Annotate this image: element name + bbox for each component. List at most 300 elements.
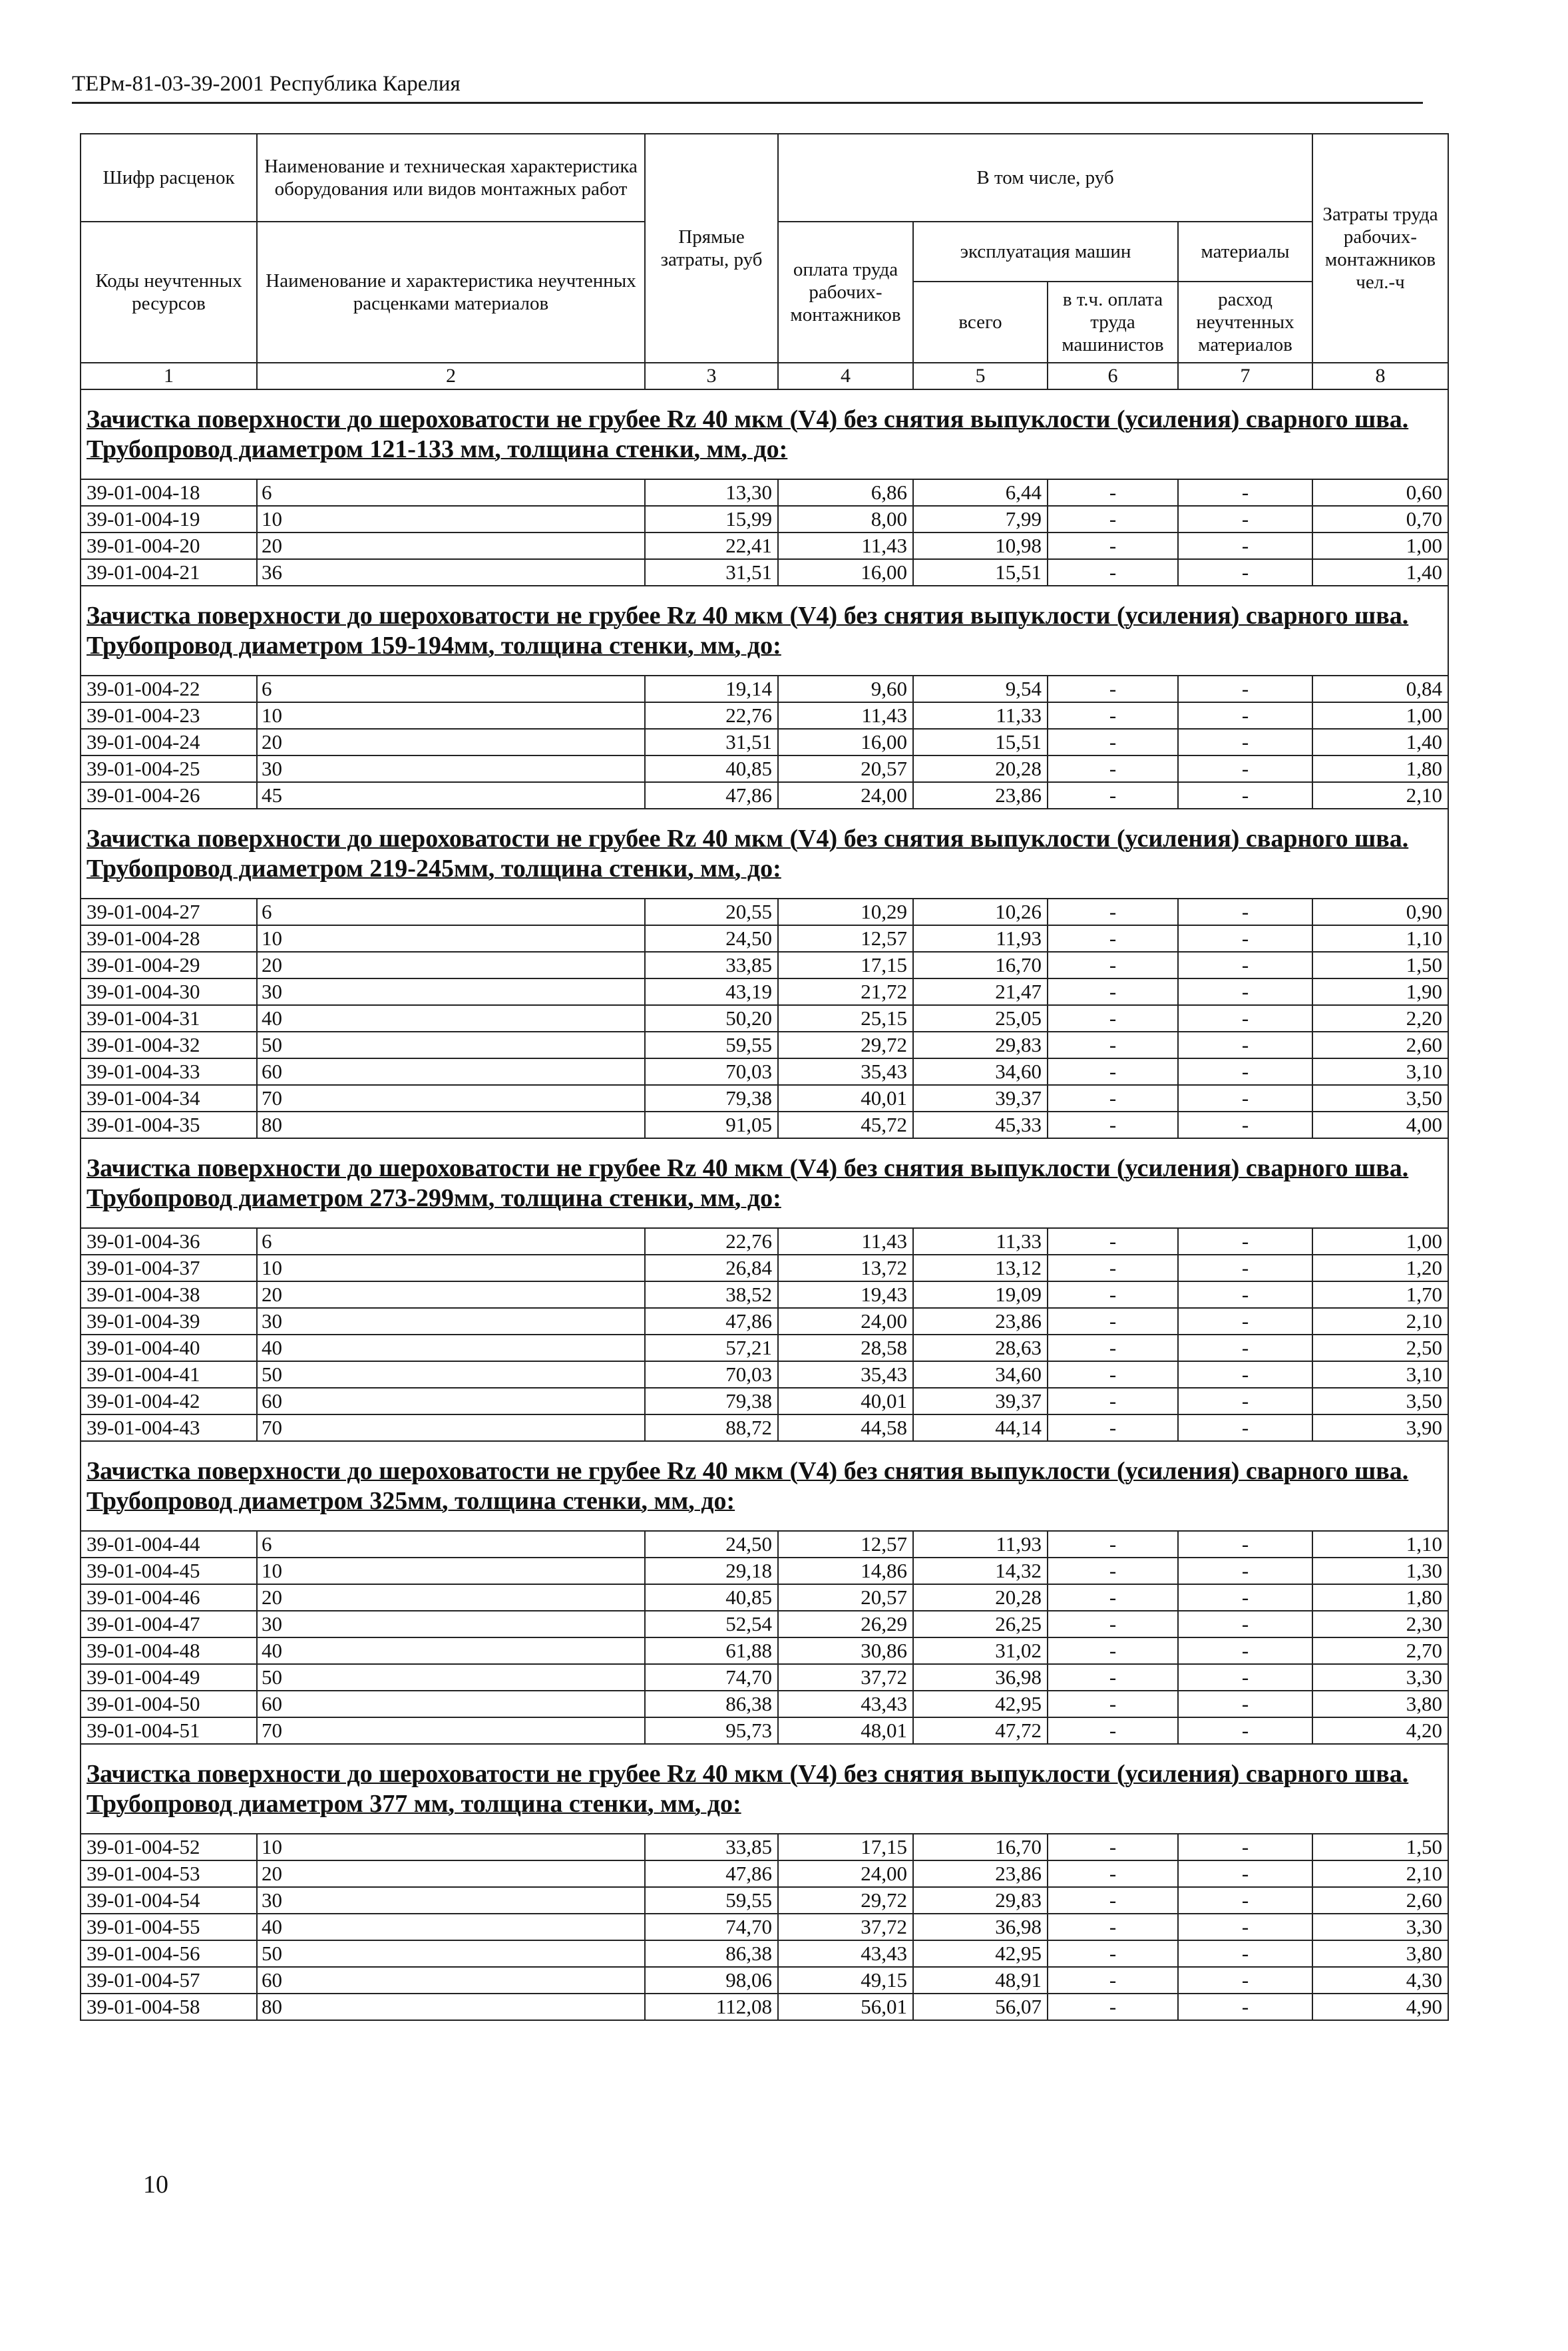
- labor-hours-cell: 2,20: [1312, 1005, 1448, 1032]
- table-row: [81, 479, 1448, 506]
- wall-thickness-cell: 50: [257, 1664, 645, 1691]
- labor-hours-cell: 3,80: [1312, 1691, 1448, 1717]
- machine-total-cell: 9,54: [913, 676, 1048, 702]
- machinist-pay-cell: -: [1048, 1361, 1178, 1388]
- labor-pay-cell: 14,86: [778, 1558, 913, 1584]
- labor-hours-cell: 1,00: [1312, 1228, 1448, 1255]
- rate-code-cell: 39-01-004-38: [81, 1281, 257, 1308]
- machine-total-cell: 39,37: [913, 1085, 1048, 1112]
- direct-costs-cell: 57,21: [645, 1335, 778, 1361]
- wall-thickness-cell: 36: [257, 559, 645, 586]
- machine-total-cell: 11,93: [913, 925, 1048, 952]
- table-row: [81, 1691, 1448, 1717]
- table-row: [81, 755, 1448, 782]
- col-naim: Наименование и техническая характеристика оборудования или видов монтажных работ: [257, 134, 645, 222]
- rate-code-cell: 39-01-004-36: [81, 1228, 257, 1255]
- col-zatraty: Затраты труда рабочих-монтажников чел.-ч: [1312, 134, 1448, 363]
- machinist-pay-cell: -: [1048, 1887, 1178, 1914]
- machine-total-cell: 15,51: [913, 729, 1048, 755]
- machinist-pay-cell: -: [1048, 925, 1178, 952]
- rate-code-cell: 39-01-004-28: [81, 925, 257, 952]
- materials-use-cell: -: [1178, 1611, 1312, 1637]
- direct-costs-cell: 95,73: [645, 1717, 778, 1744]
- section-heading-row: [81, 1441, 1448, 1531]
- table-row: [81, 533, 1448, 559]
- labor-pay-cell: 13,72: [778, 1255, 913, 1281]
- machinist-pay-cell: -: [1048, 1414, 1178, 1441]
- wall-thickness-cell: 20: [257, 952, 645, 978]
- labor-hours-cell: 4,20: [1312, 1717, 1448, 1744]
- machine-total-cell: 21,47: [913, 978, 1048, 1005]
- machinist-pay-cell: -: [1048, 755, 1178, 782]
- labor-pay-cell: 21,72: [778, 978, 913, 1005]
- labor-pay-cell: 35,43: [778, 1361, 913, 1388]
- machinist-pay-cell: -: [1048, 1228, 1178, 1255]
- labor-hours-cell: 3,90: [1312, 1414, 1448, 1441]
- materials-use-cell: -: [1178, 1914, 1312, 1940]
- labor-pay-cell: 25,15: [778, 1005, 913, 1032]
- labor-pay-cell: 16,00: [778, 559, 913, 586]
- column-number: 4: [778, 363, 913, 389]
- rate-code-cell: 39-01-004-34: [81, 1085, 257, 1112]
- wall-thickness-cell: 30: [257, 1611, 645, 1637]
- machinist-pay-cell: -: [1048, 1860, 1178, 1887]
- wall-thickness-cell: 60: [257, 1967, 645, 1994]
- rate-code-cell: 39-01-004-37: [81, 1255, 257, 1281]
- machine-total-cell: 23,86: [913, 1308, 1048, 1335]
- materials-use-cell: -: [1178, 1887, 1312, 1914]
- machine-total-cell: 31,02: [913, 1637, 1048, 1664]
- direct-costs-cell: 43,19: [645, 978, 778, 1005]
- labor-pay-cell: 37,72: [778, 1664, 913, 1691]
- rate-code-cell: 39-01-004-19: [81, 506, 257, 533]
- table-row: [81, 729, 1448, 755]
- labor-pay-cell: 17,15: [778, 1834, 913, 1860]
- rate-code-cell: 39-01-004-21: [81, 559, 257, 586]
- table-row: [81, 1860, 1448, 1887]
- machinist-pay-cell: -: [1048, 1584, 1178, 1611]
- direct-costs-cell: 24,50: [645, 925, 778, 952]
- rate-code-cell: 39-01-004-52: [81, 1834, 257, 1860]
- machinist-pay-cell: -: [1048, 978, 1178, 1005]
- machinist-pay-cell: -: [1048, 559, 1178, 586]
- labor-hours-cell: 4,90: [1312, 1994, 1448, 2020]
- direct-costs-cell: 13,30: [645, 479, 778, 506]
- machine-total-cell: 19,09: [913, 1281, 1048, 1308]
- table-body: [81, 389, 1448, 2020]
- materials-use-cell: -: [1178, 1005, 1312, 1032]
- direct-costs-cell: 22,76: [645, 702, 778, 729]
- column-numbers-row: [81, 363, 1448, 389]
- rate-code-cell: 39-01-004-57: [81, 1967, 257, 1994]
- wall-thickness-cell: 10: [257, 702, 645, 729]
- table-row: [81, 1584, 1448, 1611]
- materials-use-cell: -: [1178, 1388, 1312, 1414]
- machinist-pay-cell: -: [1048, 676, 1178, 702]
- labor-pay-cell: 24,00: [778, 1308, 913, 1335]
- labor-pay-cell: 37,72: [778, 1914, 913, 1940]
- direct-costs-cell: 61,88: [645, 1637, 778, 1664]
- machine-total-cell: 29,83: [913, 1032, 1048, 1058]
- machinist-pay-cell: -: [1048, 782, 1178, 809]
- col-materialy: материалы: [1178, 222, 1312, 282]
- rate-code-cell: 39-01-004-53: [81, 1860, 257, 1887]
- machinist-pay-cell: -: [1048, 899, 1178, 925]
- table-row: [81, 1940, 1448, 1967]
- wall-thickness-cell: 70: [257, 1717, 645, 1744]
- machine-total-cell: 45,33: [913, 1112, 1048, 1138]
- direct-costs-cell: 31,51: [645, 729, 778, 755]
- wall-thickness-cell: 50: [257, 1032, 645, 1058]
- machinist-pay-cell: -: [1048, 1940, 1178, 1967]
- direct-costs-cell: 88,72: [645, 1414, 778, 1441]
- rate-code-cell: 39-01-004-27: [81, 899, 257, 925]
- direct-costs-cell: 86,38: [645, 1940, 778, 1967]
- labor-pay-cell: 11,43: [778, 533, 913, 559]
- machine-total-cell: 47,72: [913, 1717, 1048, 1744]
- materials-use-cell: -: [1178, 1717, 1312, 1744]
- labor-pay-cell: 26,29: [778, 1611, 913, 1637]
- column-number: 2: [257, 363, 645, 389]
- labor-pay-cell: 29,72: [778, 1887, 913, 1914]
- wall-thickness-cell: 6: [257, 479, 645, 506]
- col-naim2: Наименование и характеристика неучтенных расценками материалов: [257, 222, 645, 363]
- machine-total-cell: 20,28: [913, 1584, 1048, 1611]
- table-row: [81, 1388, 1448, 1414]
- rates-table: [80, 133, 1449, 2021]
- direct-costs-cell: 33,85: [645, 952, 778, 978]
- table-row: [81, 899, 1448, 925]
- section-heading-row: [81, 586, 1448, 676]
- rate-code-cell: 39-01-004-48: [81, 1637, 257, 1664]
- labor-hours-cell: 3,10: [1312, 1058, 1448, 1085]
- machine-total-cell: 36,98: [913, 1664, 1048, 1691]
- wall-thickness-cell: 40: [257, 1914, 645, 1940]
- direct-costs-cell: 26,84: [645, 1255, 778, 1281]
- col-kody: Коды неучтенных ресурсов: [81, 222, 257, 363]
- table-row: [81, 1085, 1448, 1112]
- rate-code-cell: 39-01-004-51: [81, 1717, 257, 1744]
- materials-use-cell: -: [1178, 925, 1312, 952]
- rate-code-cell: 39-01-004-46: [81, 1584, 257, 1611]
- machinist-pay-cell: -: [1048, 1085, 1178, 1112]
- rate-code-cell: 39-01-004-31: [81, 1005, 257, 1032]
- wall-thickness-cell: 60: [257, 1058, 645, 1085]
- machinist-pay-cell: -: [1048, 729, 1178, 755]
- labor-hours-cell: 3,80: [1312, 1940, 1448, 1967]
- table-row: [81, 978, 1448, 1005]
- labor-hours-cell: 2,60: [1312, 1032, 1448, 1058]
- rate-code-cell: 39-01-004-55: [81, 1914, 257, 1940]
- machinist-pay-cell: -: [1048, 1967, 1178, 1994]
- machinist-pay-cell: -: [1048, 1335, 1178, 1361]
- section-title: Зачистка поверхности до шероховатости не грубее Rz 40 мкм (V4) без снятия выпуклости (усиления) сварного шва. Трубопровод диаметром 159-194мм, толщина стенки, мм, до:: [81, 586, 1448, 676]
- labor-hours-cell: 2,10: [1312, 1860, 1448, 1887]
- col-rashod: расход неучтенных материалов: [1178, 282, 1312, 363]
- direct-costs-cell: 59,55: [645, 1032, 778, 1058]
- table-row: [81, 1558, 1448, 1584]
- labor-hours-cell: 0,60: [1312, 479, 1448, 506]
- labor-hours-cell: 1,00: [1312, 702, 1448, 729]
- materials-use-cell: -: [1178, 978, 1312, 1005]
- materials-use-cell: -: [1178, 1308, 1312, 1335]
- table-row: [81, 1335, 1448, 1361]
- wall-thickness-cell: 50: [257, 1361, 645, 1388]
- rate-code-cell: 39-01-004-18: [81, 479, 257, 506]
- materials-use-cell: -: [1178, 559, 1312, 586]
- materials-use-cell: -: [1178, 1335, 1312, 1361]
- labor-hours-cell: 2,30: [1312, 1611, 1448, 1637]
- materials-use-cell: -: [1178, 1228, 1312, 1255]
- materials-use-cell: -: [1178, 479, 1312, 506]
- machine-total-cell: 14,32: [913, 1558, 1048, 1584]
- machinist-pay-cell: -: [1048, 1058, 1178, 1085]
- machine-total-cell: 42,95: [913, 1940, 1048, 1967]
- materials-use-cell: -: [1178, 729, 1312, 755]
- materials-use-cell: -: [1178, 1281, 1312, 1308]
- table-row: [81, 1637, 1448, 1664]
- labor-pay-cell: 11,43: [778, 1228, 913, 1255]
- wall-thickness-cell: 10: [257, 1834, 645, 1860]
- machine-total-cell: 26,25: [913, 1611, 1048, 1637]
- materials-use-cell: -: [1178, 1032, 1312, 1058]
- machine-total-cell: 16,70: [913, 952, 1048, 978]
- table-row: [81, 702, 1448, 729]
- wall-thickness-cell: 60: [257, 1388, 645, 1414]
- materials-use-cell: -: [1178, 1834, 1312, 1860]
- labor-hours-cell: 1,90: [1312, 978, 1448, 1005]
- machine-total-cell: 6,44: [913, 479, 1048, 506]
- machinist-pay-cell: -: [1048, 1281, 1178, 1308]
- materials-use-cell: -: [1178, 1940, 1312, 1967]
- machine-total-cell: 36,98: [913, 1914, 1048, 1940]
- wall-thickness-cell: 40: [257, 1335, 645, 1361]
- wall-thickness-cell: 6: [257, 1228, 645, 1255]
- direct-costs-cell: 47,86: [645, 782, 778, 809]
- rate-code-cell: 39-01-004-22: [81, 676, 257, 702]
- labor-pay-cell: 6,86: [778, 479, 913, 506]
- direct-costs-cell: 29,18: [645, 1558, 778, 1584]
- materials-use-cell: -: [1178, 1531, 1312, 1558]
- labor-pay-cell: 43,43: [778, 1940, 913, 1967]
- machine-total-cell: 20,28: [913, 755, 1048, 782]
- labor-pay-cell: 20,57: [778, 755, 913, 782]
- table-row: [81, 1308, 1448, 1335]
- rate-code-cell: 39-01-004-29: [81, 952, 257, 978]
- table-row: [81, 1058, 1448, 1085]
- table-row: [81, 1414, 1448, 1441]
- table-row: [81, 1281, 1448, 1308]
- direct-costs-cell: 31,51: [645, 559, 778, 586]
- labor-hours-cell: 0,84: [1312, 676, 1448, 702]
- col-oplata: оплата труда рабочих-монтажников: [778, 222, 913, 363]
- labor-hours-cell: 1,80: [1312, 755, 1448, 782]
- wall-thickness-cell: 20: [257, 533, 645, 559]
- table-row: [81, 1717, 1448, 1744]
- direct-costs-cell: 20,55: [645, 899, 778, 925]
- machinist-pay-cell: -: [1048, 1032, 1178, 1058]
- direct-costs-cell: 22,76: [645, 1228, 778, 1255]
- direct-costs-cell: 22,41: [645, 533, 778, 559]
- materials-use-cell: -: [1178, 506, 1312, 533]
- table-row: [81, 559, 1448, 586]
- section-heading-row: [81, 1744, 1448, 1834]
- machine-total-cell: 34,60: [913, 1361, 1048, 1388]
- machinist-pay-cell: -: [1048, 506, 1178, 533]
- wall-thickness-cell: 10: [257, 506, 645, 533]
- wall-thickness-cell: 30: [257, 755, 645, 782]
- materials-use-cell: -: [1178, 1058, 1312, 1085]
- labor-pay-cell: 40,01: [778, 1388, 913, 1414]
- materials-use-cell: -: [1178, 1994, 1312, 2020]
- labor-pay-cell: 9,60: [778, 676, 913, 702]
- direct-costs-cell: 33,85: [645, 1834, 778, 1860]
- wall-thickness-cell: 20: [257, 1584, 645, 1611]
- machinist-pay-cell: -: [1048, 1558, 1178, 1584]
- rate-code-cell: 39-01-004-44: [81, 1531, 257, 1558]
- rate-code-cell: 39-01-004-39: [81, 1308, 257, 1335]
- col-v-tom: В том числе, руб: [778, 134, 1312, 222]
- labor-pay-cell: 29,72: [778, 1032, 913, 1058]
- machine-total-cell: 15,51: [913, 559, 1048, 586]
- direct-costs-cell: 19,14: [645, 676, 778, 702]
- column-number: 7: [1178, 363, 1312, 389]
- direct-costs-cell: 112,08: [645, 1994, 778, 2020]
- wall-thickness-cell: 6: [257, 899, 645, 925]
- machinist-pay-cell: -: [1048, 952, 1178, 978]
- section-title: Зачистка поверхности до шероховатости не грубее Rz 40 мкм (V4) без снятия выпуклости (усиления) сварного шва. Трубопровод диаметром 219-245мм, толщина стенки, мм, до:: [81, 809, 1448, 899]
- rate-code-cell: 39-01-004-50: [81, 1691, 257, 1717]
- machinist-pay-cell: -: [1048, 479, 1178, 506]
- machine-total-cell: 11,93: [913, 1531, 1048, 1558]
- labor-pay-cell: 44,58: [778, 1414, 913, 1441]
- materials-use-cell: -: [1178, 1691, 1312, 1717]
- wall-thickness-cell: 60: [257, 1691, 645, 1717]
- table-row: [81, 1664, 1448, 1691]
- machine-total-cell: 11,33: [913, 702, 1048, 729]
- direct-costs-cell: 52,54: [645, 1611, 778, 1637]
- rate-code-cell: 39-01-004-23: [81, 702, 257, 729]
- machine-total-cell: 10,26: [913, 899, 1048, 925]
- materials-use-cell: -: [1178, 899, 1312, 925]
- machine-total-cell: 29,83: [913, 1887, 1048, 1914]
- rate-code-cell: 39-01-004-43: [81, 1414, 257, 1441]
- labor-pay-cell: 19,43: [778, 1281, 913, 1308]
- table-row: [81, 506, 1448, 533]
- table-row: [81, 1834, 1448, 1860]
- wall-thickness-cell: 30: [257, 978, 645, 1005]
- labor-hours-cell: 1,40: [1312, 729, 1448, 755]
- table-row: [81, 1005, 1448, 1032]
- direct-costs-cell: 40,85: [645, 1584, 778, 1611]
- materials-use-cell: -: [1178, 1255, 1312, 1281]
- materials-use-cell: -: [1178, 1558, 1312, 1584]
- wall-thickness-cell: 30: [257, 1887, 645, 1914]
- direct-costs-cell: 38,52: [645, 1281, 778, 1308]
- machine-total-cell: 25,05: [913, 1005, 1048, 1032]
- page-header: ТЕРм-81-03-39-2001 Республика Карелия: [72, 72, 1423, 104]
- page-number: 10: [143, 2171, 168, 2199]
- table-row: [81, 1255, 1448, 1281]
- wall-thickness-cell: 70: [257, 1085, 645, 1112]
- labor-pay-cell: 11,43: [778, 702, 913, 729]
- labor-hours-cell: 1,00: [1312, 533, 1448, 559]
- machinist-pay-cell: -: [1048, 1664, 1178, 1691]
- labor-pay-cell: 24,00: [778, 1860, 913, 1887]
- wall-thickness-cell: 70: [257, 1414, 645, 1441]
- labor-pay-cell: 28,58: [778, 1335, 913, 1361]
- rate-code-cell: 39-01-004-35: [81, 1112, 257, 1138]
- table-row: [81, 1361, 1448, 1388]
- materials-use-cell: -: [1178, 952, 1312, 978]
- col-ekspl: эксплуатация машин: [913, 222, 1178, 282]
- machinist-pay-cell: -: [1048, 1005, 1178, 1032]
- materials-use-cell: -: [1178, 782, 1312, 809]
- labor-hours-cell: 2,70: [1312, 1637, 1448, 1664]
- labor-pay-cell: 20,57: [778, 1584, 913, 1611]
- wall-thickness-cell: 20: [257, 1860, 645, 1887]
- col-vsego: всего: [913, 282, 1048, 363]
- materials-use-cell: -: [1178, 1967, 1312, 1994]
- rate-code-cell: 39-01-004-26: [81, 782, 257, 809]
- labor-hours-cell: 3,30: [1312, 1914, 1448, 1940]
- materials-use-cell: -: [1178, 1361, 1312, 1388]
- wall-thickness-cell: 6: [257, 676, 645, 702]
- rate-code-cell: 39-01-004-56: [81, 1940, 257, 1967]
- machine-total-cell: 7,99: [913, 506, 1048, 533]
- machine-total-cell: 34,60: [913, 1058, 1048, 1085]
- direct-costs-cell: 86,38: [645, 1691, 778, 1717]
- labor-pay-cell: 49,15: [778, 1967, 913, 1994]
- col-vtch: в т.ч. оплата труда машинистов: [1048, 282, 1178, 363]
- labor-hours-cell: 3,10: [1312, 1361, 1448, 1388]
- wall-thickness-cell: 80: [257, 1112, 645, 1138]
- materials-use-cell: -: [1178, 1637, 1312, 1664]
- machine-total-cell: 11,33: [913, 1228, 1048, 1255]
- materials-use-cell: -: [1178, 1584, 1312, 1611]
- direct-costs-cell: 50,20: [645, 1005, 778, 1032]
- machinist-pay-cell: -: [1048, 1994, 1178, 2020]
- direct-costs-cell: 59,55: [645, 1887, 778, 1914]
- table-row: [81, 952, 1448, 978]
- machinist-pay-cell: -: [1048, 1611, 1178, 1637]
- machine-total-cell: 28,63: [913, 1335, 1048, 1361]
- labor-pay-cell: 48,01: [778, 1717, 913, 1744]
- wall-thickness-cell: 50: [257, 1940, 645, 1967]
- direct-costs-cell: 70,03: [645, 1058, 778, 1085]
- machine-total-cell: 23,86: [913, 1860, 1048, 1887]
- wall-thickness-cell: 40: [257, 1005, 645, 1032]
- labor-hours-cell: 1,10: [1312, 925, 1448, 952]
- table-row: [81, 1228, 1448, 1255]
- rate-code-cell: 39-01-004-25: [81, 755, 257, 782]
- direct-costs-cell: 79,38: [645, 1085, 778, 1112]
- labor-pay-cell: 10,29: [778, 899, 913, 925]
- table-row: [81, 1032, 1448, 1058]
- machinist-pay-cell: -: [1048, 702, 1178, 729]
- machinist-pay-cell: -: [1048, 1717, 1178, 1744]
- labor-pay-cell: 56,01: [778, 1994, 913, 2020]
- materials-use-cell: -: [1178, 533, 1312, 559]
- machinist-pay-cell: -: [1048, 1255, 1178, 1281]
- table-row: [81, 1914, 1448, 1940]
- section-title: Зачистка поверхности до шероховатости не грубее Rz 40 мкм (V4) без снятия выпуклости (усиления) сварного шва. Трубопровод диаметром 325мм, толщина стенки, мм, до:: [81, 1441, 1448, 1531]
- table-row: [81, 925, 1448, 952]
- labor-hours-cell: 1,80: [1312, 1584, 1448, 1611]
- rate-code-cell: 39-01-004-32: [81, 1032, 257, 1058]
- labor-hours-cell: 1,70: [1312, 1281, 1448, 1308]
- wall-thickness-cell: 80: [257, 1994, 645, 2020]
